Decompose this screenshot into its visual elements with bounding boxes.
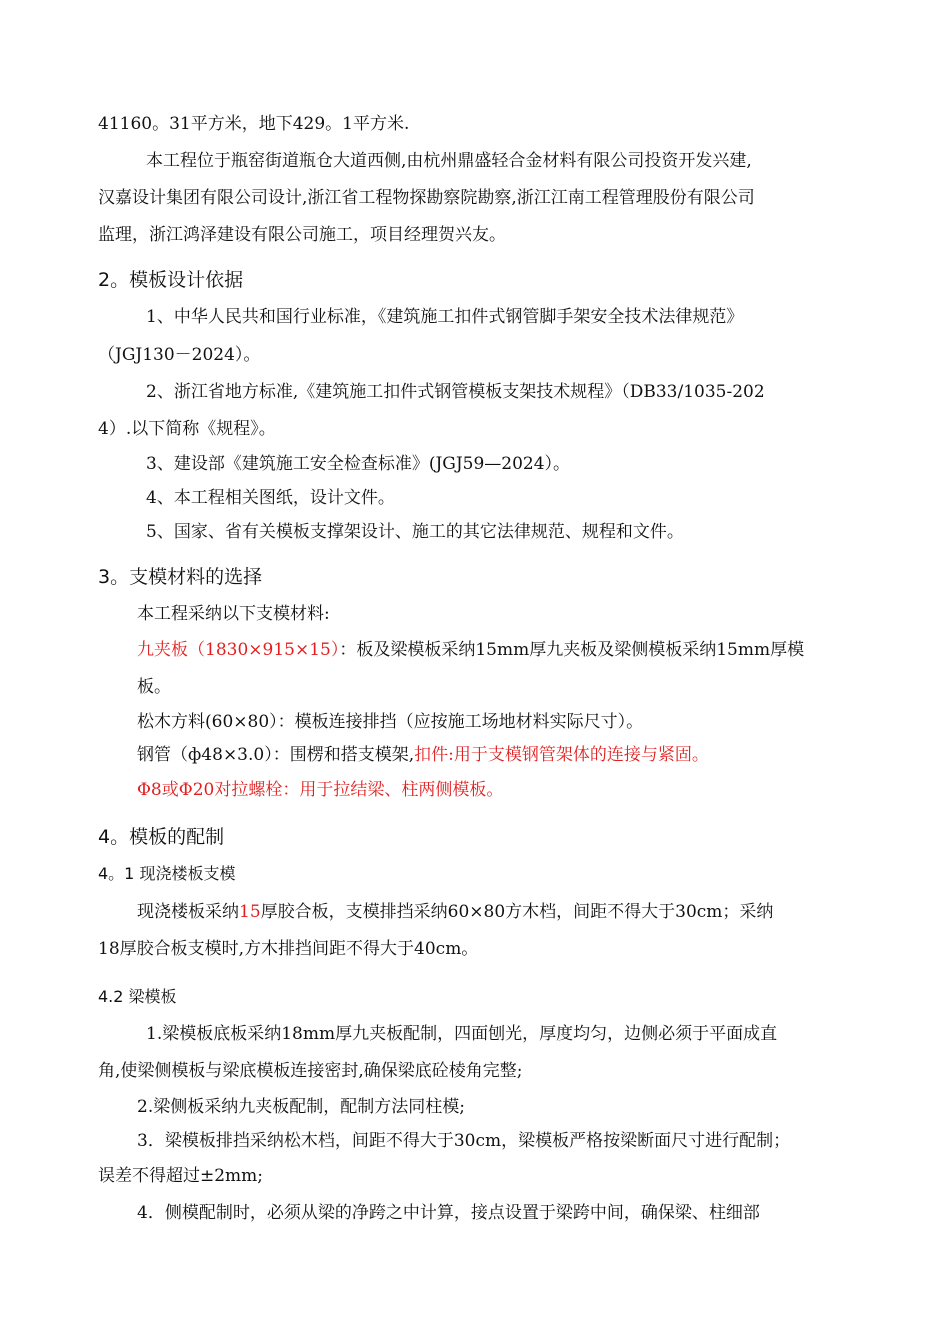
paragraph-line: 误差不得超过±2mm; — [98, 1166, 264, 1186]
list-item: 5、国家、省有关模板支撑架设计、施工的其它法律规范、规程和文件。 — [146, 522, 684, 542]
intro-line: 41160。31平方米，地下429。1平方米. — [98, 114, 410, 134]
section-heading: 3。支模材料的选择 — [98, 566, 263, 588]
list-item: 2、浙江省地方标准,《建筑施工扣件式钢管模板支架技术规程》（DB33/1035-202 — [146, 382, 765, 402]
paragraph-line: 本工程位于瓶窑街道瓶仓大道西侧,由杭州鼎盛轻合金材料有限公司投资开发兴建, — [146, 151, 752, 171]
paragraph-text: 现浇楼板采纳 — [137, 902, 239, 922]
paragraph-text: 厚胶合板，支模排挡采纳60×80方木档，间距不得大于30cm；采纳 — [260, 902, 774, 922]
material-line — [137, 744, 709, 766]
material-text: 钢管（ф48×3.0）：围楞和搭支模架, — [137, 745, 415, 765]
list-item: 3、建设部《建筑施工安全检查标准》(JGJ59—2024）。 — [146, 454, 571, 474]
list-item: （JGJ130－2024）。 — [98, 345, 261, 365]
paragraph-line: 3．梁模板排挡采纳松木档，间距不得大于30cm，梁模板严格按梁断面尺寸进行配制； — [137, 1131, 791, 1151]
material-line — [137, 639, 804, 661]
section-heading: 2。模板设计依据 — [98, 269, 244, 291]
highlighted-text: 九夹板（1830×915×15） — [137, 640, 340, 660]
paragraph-line: 1.梁模板底板采纳18mm厚九夹板配制，四面刨光，厚度均匀，边侧必须于平面成直 — [146, 1024, 778, 1044]
highlighted-text: 15 — [239, 902, 261, 922]
material-text: ：板及梁模板采纳15mm厚九夹板及梁侧模板采纳15mm厚模 — [339, 640, 805, 660]
material-line: 松木方料(60×80）：模板连接排挡（应按施工场地材料实际尺寸）。 — [137, 712, 644, 732]
paragraph-line: 监理，浙江鸿泽建设有限公司施工，项目经理贺兴友。 — [98, 225, 506, 245]
paragraph-line: 2.梁侧板采纳九夹板配制，配制方法同柱模; — [137, 1097, 465, 1117]
subsection-heading: 4.2 梁模板 — [98, 987, 177, 1006]
list-item: 4）.以下简称《规程》。 — [98, 419, 276, 439]
material-line: Φ8或Φ20对拉螺栓：用于拉结梁、柱两侧模板。 — [137, 780, 504, 800]
list-item: 4、本工程相关图纸，设计文件。 — [146, 488, 395, 508]
paragraph-line: 汉嘉设计集团有限公司设计,浙江省工程物探勘察院勘察,浙江江南工程管理股份有限公司 — [98, 188, 755, 208]
highlighted-text: 扣件:用于支模钢管架体的连接与紧固。 — [414, 745, 709, 765]
list-item: 1、中华人民共和国行业标准，《建筑施工扣件式钢管脚手架安全技术法律规范》 — [146, 307, 744, 327]
subsection-heading: 4。1 现浇楼板支模 — [98, 864, 236, 883]
paragraph-line — [137, 901, 773, 923]
section-heading: 4。模板的配制 — [98, 826, 225, 848]
paragraph-line: 4．侧模配制时，必须从梁的净跨之中计算，接点设置于梁跨中间，确保梁、柱细部 — [137, 1203, 760, 1223]
paragraph-line: 18厚胶合板支模时,方木排挡间距不得大于40cm。 — [98, 939, 479, 959]
paragraph-line: 本工程采纳以下支模材料: — [137, 604, 330, 624]
paragraph-line: 角,使梁侧模板与梁底模板连接密封,确保梁底砼棱角完整; — [98, 1061, 523, 1081]
material-line: 板。 — [137, 677, 171, 697]
